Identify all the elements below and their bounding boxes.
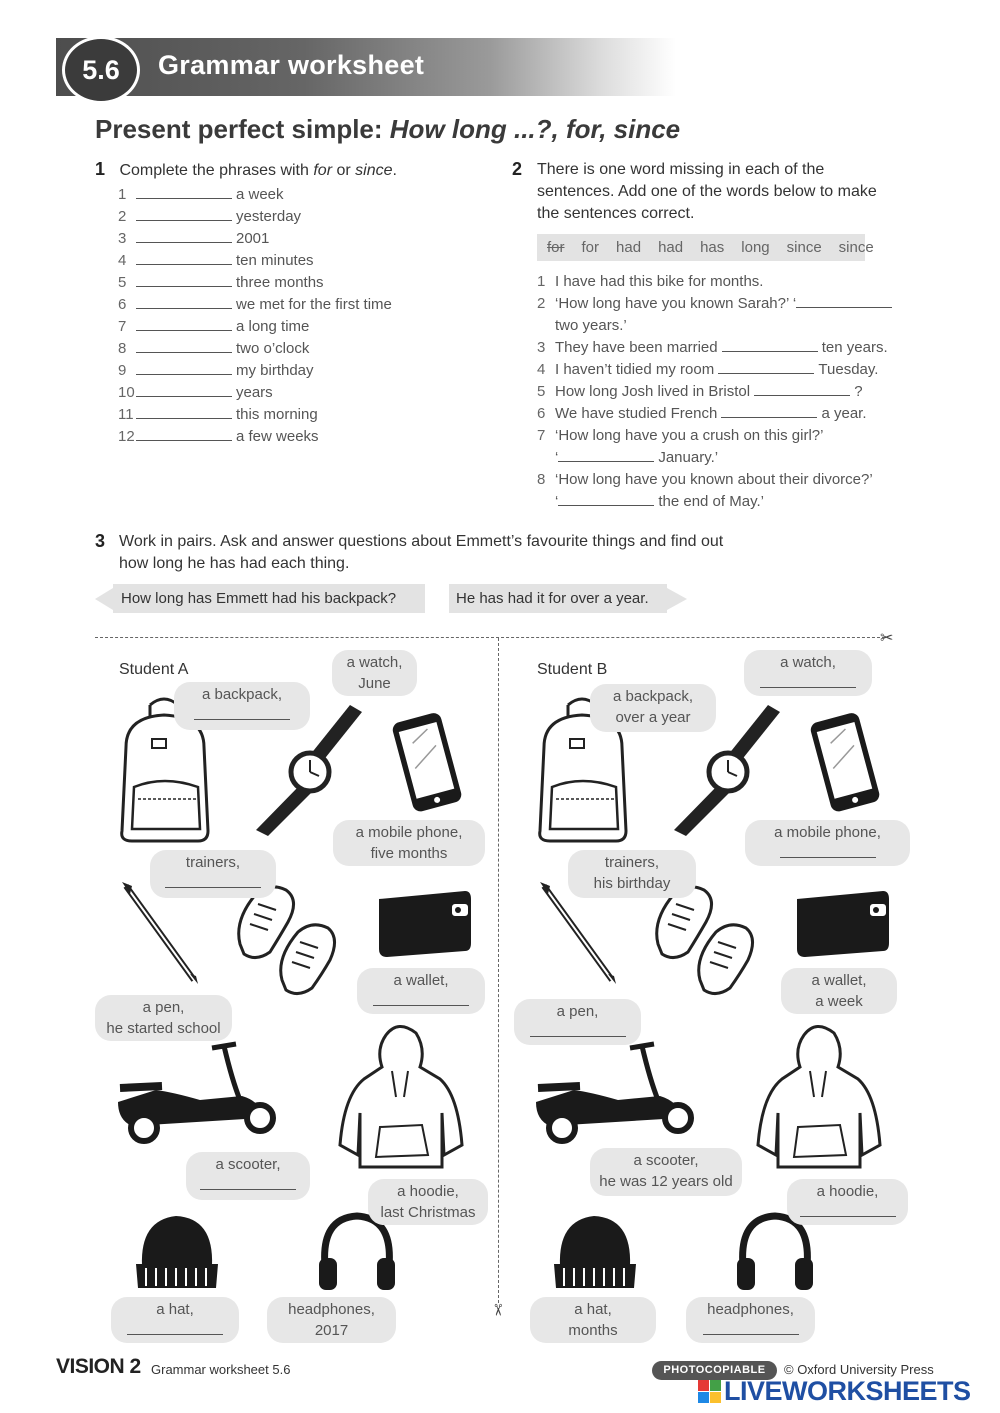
label-pen: a pen, — [514, 999, 641, 1045]
hat-icon — [550, 1210, 640, 1290]
liveworksheets-logo-icon — [698, 1380, 722, 1404]
answer-blank[interactable] — [136, 339, 232, 353]
label-mobile-phone: a mobile phone, five months — [333, 820, 485, 866]
section-badge: 5.6 — [62, 36, 140, 104]
answer-blank[interactable] — [760, 674, 856, 688]
label-scooter: a scooter, — [186, 1152, 310, 1200]
answer-blank[interactable] — [558, 448, 654, 462]
ex2-list — [537, 271, 927, 513]
ex1-list — [118, 184, 392, 448]
example-answer: He has had it for over a year. — [456, 590, 649, 607]
answer-blank[interactable] — [721, 404, 817, 418]
label-backpack: a backpack, over a year — [590, 684, 716, 732]
answer-blank[interactable] — [754, 382, 850, 396]
answer-blank[interactable] — [800, 1203, 896, 1217]
label-wallet: a wallet, a week — [781, 968, 897, 1014]
label-headphones: headphones, — [686, 1297, 815, 1343]
wallet-icon — [793, 885, 893, 965]
answer-blank[interactable] — [165, 874, 261, 888]
list-item-cont: ‘ January.’ — [555, 449, 719, 466]
ex3-instruction: Work in pairs. Ask and answer questions about Emmett’s favourite things and find out how long he has had each thing. — [119, 533, 724, 572]
word-bank-item: had — [658, 239, 684, 256]
word-bank-item: since — [786, 239, 822, 256]
list-item-cont: two years.’ — [555, 317, 627, 334]
list-item: 3 2001 — [118, 230, 270, 247]
hoodie-icon — [330, 1015, 475, 1175]
label-hoodie: a hoodie, last Christmas — [368, 1179, 488, 1225]
word-bank-item: long — [741, 239, 770, 256]
label-trainers: trainers, — [150, 850, 276, 898]
list-item: 3 They have been married ten years. — [537, 339, 888, 356]
list-item: 11 this morning — [118, 406, 318, 423]
word-bank-item: for — [581, 239, 600, 256]
answer-blank[interactable] — [780, 844, 876, 858]
photocopiable-badge: PHOTOCOPIABLE — [652, 1361, 777, 1380]
mobile-phone-icon — [806, 710, 886, 815]
student-a-heading: Student A — [119, 661, 189, 678]
wallet-icon — [375, 885, 475, 965]
label-wallet: a wallet, — [357, 968, 485, 1014]
label-pen: a pen, he started school — [95, 995, 232, 1041]
answer-blank[interactable] — [136, 251, 232, 265]
list-item: 6 we met for the first time — [118, 296, 392, 313]
label-hoodie: a hoodie, — [787, 1179, 908, 1225]
label-mobile-phone: a mobile phone, — [745, 820, 910, 866]
cut-line-vertical — [498, 638, 499, 1303]
answer-blank[interactable] — [136, 295, 232, 309]
example-question: How long has Emmett had his backpack? — [121, 590, 397, 607]
answer-blank[interactable] — [136, 383, 232, 397]
answer-blank[interactable] — [136, 405, 232, 419]
list-item: 2 ‘How long have you known Sarah?’ ‘ — [537, 293, 927, 315]
vision-logo: VISION 2 — [56, 1355, 141, 1378]
word-bank — [537, 234, 874, 261]
cut-line-horizontal — [95, 637, 885, 638]
word-bank-item: since — [838, 239, 874, 256]
scissors-icon: ✂ — [880, 630, 894, 647]
header-title: Grammar worksheet — [158, 50, 425, 80]
answer-blank[interactable] — [136, 273, 232, 287]
answer-blank[interactable] — [718, 360, 814, 374]
footer-sheet-name: Grammar worksheet 5.6 — [151, 1362, 291, 1377]
list-item: 8 ‘How long have you known about their divorce?’ — [537, 471, 873, 488]
ex2-number: 2 — [512, 159, 523, 179]
answer-blank[interactable] — [136, 427, 232, 441]
ex1-instruction: 1 Complete the phrases with for or since. — [95, 159, 397, 179]
scooter-icon — [530, 1040, 700, 1145]
label-backpack: a backpack, — [174, 682, 310, 730]
student-b-heading: Student B — [537, 661, 608, 678]
list-item: 7 ‘How long have you a crush on this girl?’ — [537, 427, 824, 444]
label-trainers: trainers, his birthday — [568, 850, 696, 898]
list-item: 5 How long Josh lived in Bristol ? — [537, 383, 863, 400]
mobile-phone-icon — [388, 710, 468, 815]
liveworksheets-brand: LIVEWORKSHEETS — [724, 1376, 971, 1406]
word-bank-item: for — [547, 239, 565, 256]
label-headphones: headphones, 2017 — [267, 1297, 396, 1343]
list-item: 7 a long time — [118, 318, 310, 335]
label-scooter: a scooter, he was 12 years old — [590, 1148, 742, 1196]
answer-blank[interactable] — [136, 361, 232, 375]
answer-blank[interactable] — [194, 706, 290, 720]
scooter-icon — [112, 1040, 282, 1145]
list-item: 4 I haven’t tidied my room Tuesday. — [537, 361, 879, 378]
answer-blank[interactable] — [136, 229, 232, 243]
word-bank-item: had — [616, 239, 642, 256]
list-item: 6 We have studied French a year. — [537, 405, 867, 422]
answer-blank[interactable] — [136, 207, 232, 221]
answer-blank[interactable] — [530, 1023, 626, 1037]
list-item: 12 a few weeks — [118, 428, 319, 445]
answer-blank[interactable] — [136, 317, 232, 331]
list-item: 4 ten minutes — [118, 252, 314, 269]
page-title: Present perfect simple: How long ...?, for, since — [95, 114, 681, 144]
label-watch: a watch, June — [332, 650, 417, 696]
label-hat: a hat, months — [530, 1297, 656, 1343]
list-item: 5 three months — [118, 274, 324, 291]
list-item: 9 my birthday — [118, 362, 314, 379]
list-item: 10 years — [118, 384, 273, 401]
ex3-number: 3 — [95, 531, 106, 551]
answer-blank[interactable] — [558, 492, 654, 506]
answer-blank[interactable] — [703, 1321, 799, 1335]
hoodie-icon — [748, 1015, 893, 1175]
label-hat: a hat, — [111, 1297, 239, 1343]
answer-blank[interactable] — [136, 185, 232, 199]
list-item: 1 a week — [118, 186, 284, 203]
ex2-instruction: There is one word missing in each of the sentences. Add one of the words below to make the sentences correct. — [537, 161, 877, 222]
answer-blank[interactable] — [796, 294, 892, 308]
label-watch: a watch, — [744, 650, 872, 696]
scissors-icon: ✂ — [488, 1303, 506, 1317]
copyright: © Oxford University Press — [784, 1362, 934, 1377]
word-bank-item: has — [700, 239, 725, 256]
list-item: 1 I have had this bike for months. — [537, 273, 764, 290]
answer-blank[interactable] — [127, 1321, 223, 1335]
answer-blank[interactable] — [200, 1176, 296, 1190]
answer-blank[interactable] — [373, 992, 469, 1006]
answer-blank[interactable] — [722, 338, 818, 352]
list-item: 2 yesterday — [118, 208, 302, 225]
list-item: 8 two o’clock — [118, 340, 310, 357]
list-item-cont: ‘ the end of May.’ — [555, 493, 764, 510]
hat-icon — [132, 1210, 222, 1290]
